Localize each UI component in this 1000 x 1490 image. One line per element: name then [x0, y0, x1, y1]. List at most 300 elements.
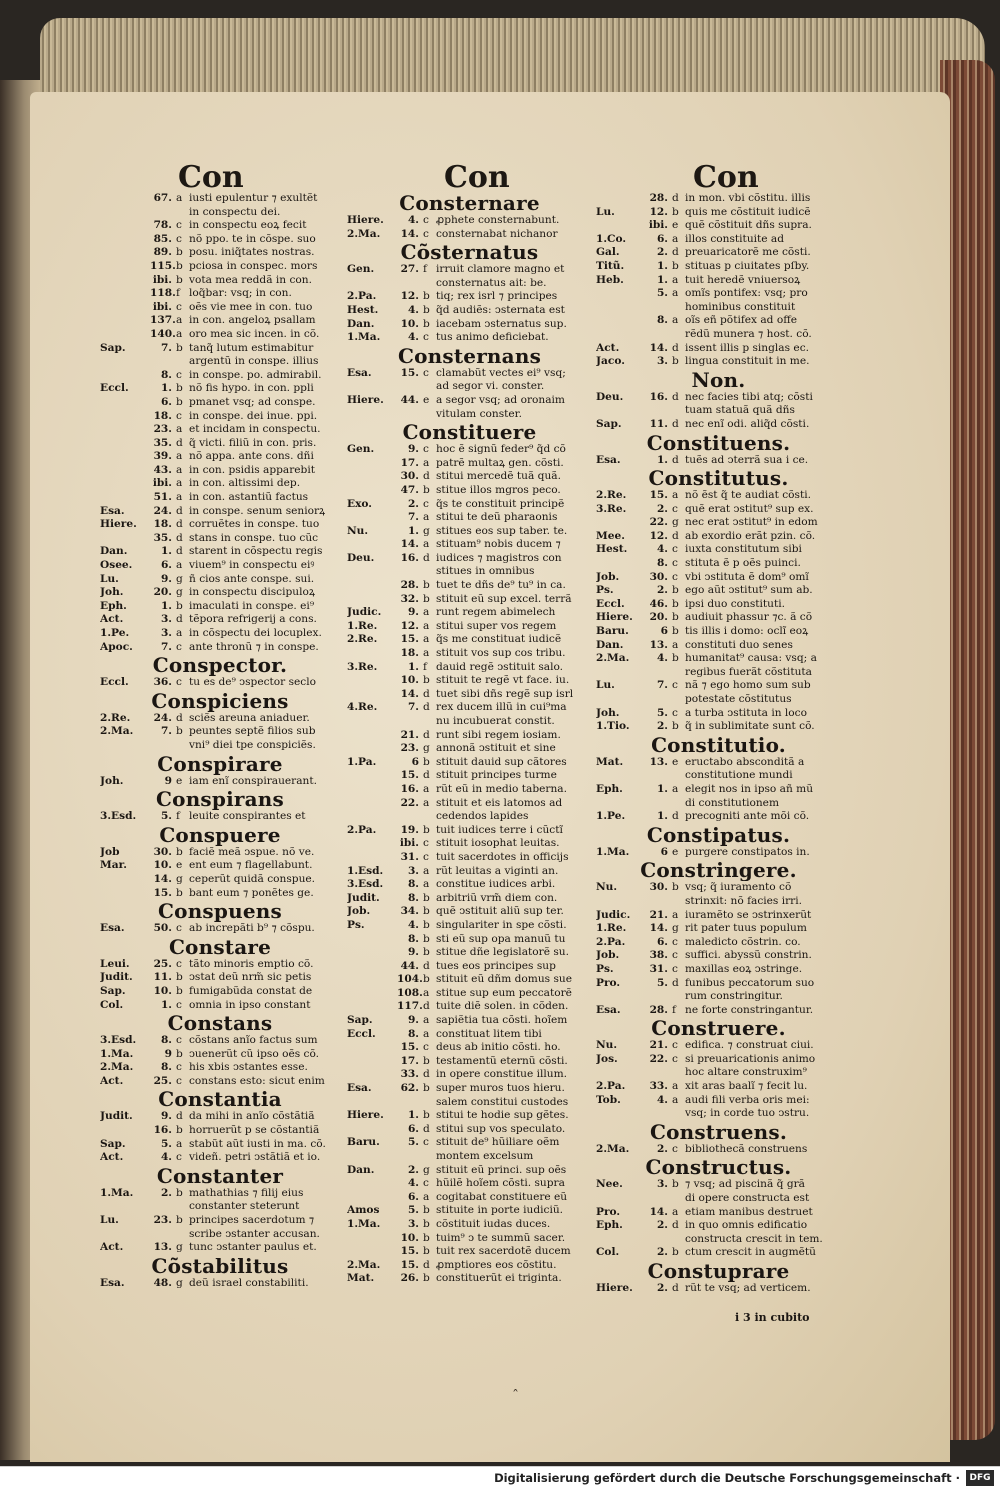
entry-heading: Constituens. — [646, 431, 791, 454]
chapter-number: 34. — [400, 905, 419, 918]
citation-line — [596, 516, 841, 530]
chapter-number: 2. — [656, 246, 668, 259]
section-letter: b — [672, 355, 679, 368]
section-letter: c — [672, 570, 678, 583]
citation-line — [100, 1200, 340, 1214]
chapter-number: 1. — [160, 998, 172, 1011]
section-letter: b — [672, 652, 679, 665]
book-reference: Hiere. — [596, 611, 633, 624]
citation-text: rẽdũ munera ⁊ host. cõ. — [685, 327, 812, 340]
citation-line — [347, 1109, 592, 1123]
chapter-number: 13. — [153, 1241, 172, 1254]
chapter-number: 6. — [160, 559, 172, 572]
book-reference: 2.Ma. — [596, 1142, 630, 1155]
section-letter: g — [176, 1276, 183, 1289]
section-letter: d — [176, 711, 183, 724]
citation-line — [100, 846, 340, 860]
citation-text: tus animo deficiebat. — [436, 331, 549, 344]
book-reference: Deu. — [596, 390, 624, 403]
citation-text: tiq; rex isrl ⁊ principes — [436, 290, 558, 303]
book-reference: Nee. — [596, 1178, 623, 1191]
chapter-number: 18. — [153, 518, 172, 531]
section-letter: a — [672, 232, 679, 245]
chapter-number: 10. — [400, 1231, 419, 1244]
section-letter: a — [176, 314, 183, 327]
section-letter: d — [672, 1282, 679, 1294]
book-reference: 1.Pa. — [347, 755, 377, 768]
chapter-number: 8. — [407, 932, 419, 945]
book-reference: 1.Co. — [596, 232, 627, 245]
citation-text: preuaricatorẽ me cõsti. — [685, 246, 811, 259]
citation-text: etiam manibus destruet — [685, 1205, 813, 1218]
citation-text: in quo omnis edificatio — [685, 1219, 808, 1232]
book-reference: Osee. — [100, 559, 133, 572]
citation-line — [100, 1061, 340, 1075]
chapter-number: 10. — [153, 984, 172, 997]
citation-line — [596, 246, 841, 260]
signature-catchword: i 3 in cubito — [735, 1311, 810, 1324]
citation-text: tuet te dñs de⁹ tu⁹ in ca. — [436, 579, 566, 592]
chapter-number: 1. — [407, 1109, 419, 1122]
citation-text: hoc altare construxim⁹ — [685, 1066, 807, 1079]
citation-line — [596, 557, 841, 571]
citation-line — [347, 620, 592, 634]
chapter-number: 18. — [400, 647, 419, 660]
citation-text: stituit et eis latomos ad — [436, 796, 563, 809]
chapter-number: 1. — [160, 545, 172, 558]
chapter-number: 6. — [656, 232, 668, 245]
book-reference: Ps. — [596, 584, 614, 597]
citation-text: in con. altissimi dep. — [189, 477, 301, 490]
citation-text: cõstituit iudas duces. — [436, 1217, 551, 1230]
chapter-number: 30. — [400, 470, 419, 483]
citation-line — [596, 797, 841, 811]
citation-line — [596, 342, 841, 356]
citation-line — [100, 1214, 340, 1228]
section-letter: d — [672, 810, 679, 823]
entry-heading: Construere. — [651, 1017, 786, 1040]
citation-text: argentũ in conspe. illius — [189, 355, 319, 368]
citation-line — [100, 1277, 340, 1291]
citation-line — [347, 331, 592, 345]
citation-line — [347, 606, 592, 620]
citation-line — [100, 287, 340, 301]
section-letter: c — [176, 957, 182, 970]
section-letter: b — [176, 845, 183, 858]
book-reference: 1.Re. — [596, 922, 627, 935]
citation-line — [100, 219, 340, 233]
citation-text: cedendos lapides — [436, 810, 529, 823]
section-letter: d — [423, 687, 430, 700]
chapter-number: 7. — [160, 725, 172, 738]
chapter-number: 3. — [160, 613, 172, 626]
book-reference: 2.Ma. — [100, 1061, 134, 1074]
chapter-number: 15. — [400, 633, 419, 646]
citation-text: elegit nos in ipso añ mũ — [685, 782, 814, 795]
section-letter: c — [423, 227, 429, 240]
chapter-number: 7. — [656, 679, 668, 692]
entry-heading: Constituere — [402, 421, 537, 444]
chapter-number: 16. — [153, 1124, 172, 1137]
chapter-number: 51. — [153, 491, 172, 504]
chapter-number: 4. — [407, 303, 419, 316]
book-reference: Act. — [100, 613, 124, 626]
chapter-number: 2. — [656, 1142, 668, 1155]
citation-text: humanitat⁹ causa: vsq; a — [685, 652, 817, 665]
citation-text: stituit eũ dñm domus sue — [436, 973, 573, 986]
chapter-number: 6. — [160, 395, 172, 408]
book-reference: Job. — [596, 949, 620, 962]
citation-text: in conspectu dei. — [189, 205, 281, 218]
footer-bar — [0, 1466, 1000, 1490]
book-reference: Eph. — [596, 782, 623, 795]
citation-text: clamabũt vectes ei⁹ vsq; — [436, 366, 566, 379]
citation-text: quẽ cõstituit dñs supra. — [685, 219, 812, 232]
book-reference: 2.Ma. — [596, 652, 630, 665]
section-letter: b — [176, 395, 183, 408]
citation-line — [100, 396, 340, 410]
book-reference: Ps. — [347, 918, 365, 931]
citation-text: runt regem abimelech — [436, 606, 556, 619]
book-reference: Joh. — [100, 586, 124, 599]
book-reference: 1.Esd. — [347, 864, 384, 877]
citation-text: loq̃bar: vsq; in con. — [189, 287, 292, 300]
citation-text: mathathias ⁊ filij eius — [189, 1186, 304, 1199]
book-reference: 3.Esd. — [100, 810, 137, 823]
chapter-number: 4. — [407, 214, 419, 226]
book-reference: Dan. — [347, 317, 375, 330]
citation-text: tunc ↄstanter paulus et. — [189, 1241, 317, 1254]
section-letter: a — [423, 619, 430, 632]
book-reference: Exo. — [347, 497, 372, 510]
citation-text: consternabat nichanor — [436, 227, 558, 240]
chapter-number: 1. — [656, 453, 668, 466]
section-letter: c — [423, 1177, 429, 1190]
citation-text: ꝓmptiores eos cõstitu. — [436, 1258, 557, 1271]
citation-line — [347, 837, 592, 851]
citation-text: ⁊ vsq; ad piscinã q̃ grã — [685, 1178, 805, 1191]
citation-line — [596, 810, 841, 824]
citation-text: dauid regẽ ↄstituit salo. — [436, 660, 564, 673]
book-reference: Job. — [347, 905, 371, 918]
citation-text: iacebam ↄsternatus sup. — [436, 317, 567, 330]
book-reference: Hest. — [596, 543, 628, 556]
section-letter: b — [176, 886, 183, 899]
citation-text: annonã ↄstituit et sine — [436, 742, 556, 755]
citation-line — [596, 1233, 841, 1247]
citation-line — [347, 1218, 592, 1232]
chapter-number: 78. — [153, 219, 172, 232]
section-letter: d — [423, 728, 430, 741]
citation-line — [596, 1004, 841, 1018]
citation-text: rũt leuitas a viginti an. — [436, 864, 559, 877]
section-letter: a — [672, 1205, 679, 1218]
book-reference: Judit. — [100, 1110, 133, 1123]
running-header-right: Con — [693, 160, 759, 195]
book-reference: 1.Tio. — [596, 720, 630, 733]
citation-text: hominibus constituit — [685, 300, 796, 313]
book-reference: Nu. — [596, 881, 618, 894]
entry-heading: Constitutio. — [651, 733, 786, 756]
section-letter: c — [423, 214, 429, 226]
citation-line — [100, 586, 340, 600]
section-letter: c — [176, 219, 182, 232]
citation-text: in cõspectu dei locuplex. — [189, 627, 322, 639]
citation-line — [596, 720, 841, 734]
section-letter: a — [672, 782, 679, 795]
chapter-number: 104. — [397, 973, 423, 986]
section-letter: g — [423, 742, 430, 755]
section-letter: d — [672, 192, 679, 204]
citation-text: stitues eos sup taber. te. — [436, 524, 568, 537]
section-letter: b — [176, 382, 183, 395]
citation-line — [100, 464, 340, 478]
citation-text: ante thronũ ⁊ in conspe. — [189, 640, 319, 653]
section-letter: a — [423, 1014, 430, 1027]
section-letter: d — [423, 769, 430, 782]
section-letter: d — [423, 551, 430, 564]
entry-heading: Cõstabilitus — [151, 1254, 289, 1277]
citation-text: ne forte constringantur. — [685, 1003, 814, 1016]
citation-line — [596, 1066, 841, 1080]
book-reference: Eccl. — [100, 676, 129, 689]
section-letter: d — [672, 453, 679, 466]
citation-text: q̃s me constituat iudicẽ — [436, 633, 562, 646]
citation-text: deus ab initio cõsti. ho. — [436, 1041, 561, 1054]
citation-text: oĩs eñ põtifex ad offe — [685, 314, 798, 327]
section-letter: b — [176, 246, 183, 259]
citation-line — [100, 192, 340, 206]
book-reference: 2.Pa. — [347, 823, 377, 836]
chapter-number: 11. — [649, 417, 668, 430]
citation-text: tuit heredẽ vniuersoꝝ — [685, 273, 801, 286]
section-letter: c — [176, 368, 182, 381]
citation-line — [100, 559, 340, 573]
citation-text: in opere constitue illum. — [436, 1068, 568, 1081]
citation-text: quis me cõstituit iudicẽ — [685, 205, 811, 218]
chapter-number: 9. — [160, 572, 172, 585]
section-letter: f — [423, 263, 427, 276]
section-letter: e — [176, 774, 183, 787]
citation-text: stituit de⁹ hũiliare oẽm — [436, 1136, 560, 1149]
entry-heading: Conspuere — [159, 823, 281, 846]
book-reference: 2.Re. — [596, 489, 627, 502]
citation-text: tuit iudices terre i cũctĩ — [436, 823, 563, 836]
citation-line — [347, 946, 592, 960]
citation-line — [347, 1177, 592, 1191]
chapter-number: 6. — [407, 1190, 419, 1203]
section-letter: a — [672, 287, 679, 300]
citation-line — [347, 756, 592, 770]
section-letter: d — [176, 545, 183, 558]
book-reference: Esa. — [100, 504, 125, 517]
citation-line — [100, 971, 340, 985]
section-letter: d — [672, 341, 679, 354]
chapter-number: 31. — [400, 850, 419, 863]
section-letter: a — [423, 511, 430, 524]
citation-text: maxillas eoꝝ ↄstringe. — [685, 962, 803, 975]
section-letter: g — [176, 872, 183, 885]
entry-heading: Constantia — [158, 1088, 282, 1111]
entry-heading: Constipatus. — [646, 823, 791, 846]
section-letter: a — [672, 638, 679, 651]
chapter-number: 2. — [656, 1219, 668, 1232]
citation-line — [596, 1053, 841, 1067]
citation-line — [347, 318, 592, 332]
book-reference: Lu. — [100, 1214, 119, 1227]
citation-line — [347, 661, 592, 675]
citation-line — [100, 1124, 340, 1138]
citation-text: nã ⁊ ego homo sum sub — [685, 679, 811, 692]
section-letter: g — [176, 586, 183, 599]
citation-line — [596, 192, 841, 206]
chapter-number: 9. — [407, 443, 419, 456]
section-letter: b — [423, 891, 430, 904]
citation-text: in conspe. po. admirabil. — [189, 368, 322, 381]
citation-text: potestate cõstitutus — [685, 693, 792, 705]
citation-text: in conspectu discipuloꝝ — [189, 586, 316, 599]
citation-text: iam enĩ conspirauerant. — [189, 774, 318, 787]
citation-line — [347, 1204, 592, 1218]
entry-heading: Constuprare — [647, 1260, 790, 1282]
chapter-number: 3. — [407, 864, 419, 877]
citation-text: consternatus ait: be. — [436, 276, 547, 289]
citation-line — [596, 274, 841, 288]
citation-line — [347, 701, 592, 715]
citation-line — [347, 1055, 592, 1069]
section-letter: c — [423, 443, 429, 456]
citation-text: nõ fis hypo. in con. ppli — [189, 382, 314, 395]
citation-line — [100, 1138, 340, 1152]
chapter-number: 8. — [656, 557, 668, 570]
section-letter: g — [176, 572, 183, 585]
chapter-number: 1. — [656, 782, 668, 795]
citation-line — [100, 477, 340, 491]
chapter-number: 117. — [397, 1000, 423, 1013]
section-letter: f — [672, 1003, 676, 1016]
book-reference: 2.Ma. — [347, 227, 381, 240]
book-reference: 1.Re. — [347, 619, 378, 632]
citation-text: ñ cios ante conspe. sui. — [189, 572, 315, 585]
chapter-number: 5. — [656, 976, 668, 989]
citation-line — [347, 593, 592, 607]
section-letter: c — [176, 1034, 182, 1047]
citation-text: precogniti ante mõi cõ. — [685, 810, 810, 823]
section-letter: c — [176, 409, 182, 422]
citation-text: leuite conspirantes et — [189, 810, 306, 823]
citation-text: ↄuenerũt cũ ipso oẽs cõ. — [189, 1047, 320, 1060]
book-reference: 1.Pe. — [596, 810, 626, 823]
chapter-number: 9. — [160, 1110, 172, 1123]
section-letter: d — [176, 1110, 183, 1123]
chapter-number: 8. — [160, 1034, 172, 1047]
page-ornament-mark: ˆ — [512, 1388, 519, 1404]
citation-line — [347, 1082, 592, 1096]
chapter-number: 32. — [400, 592, 419, 605]
citation-line — [596, 1219, 841, 1233]
chapter-number: 23. — [153, 423, 172, 436]
chapter-number: 46. — [649, 597, 668, 610]
citation-line — [100, 206, 340, 220]
citation-line — [100, 775, 340, 789]
citation-line — [347, 498, 592, 512]
citation-line — [347, 565, 592, 579]
book-reference: Titũ. — [596, 259, 625, 272]
book-reference: 2.Re. — [347, 633, 378, 646]
section-letter: e — [423, 393, 430, 406]
chapter-number: 16. — [400, 782, 419, 795]
citation-line — [347, 892, 592, 906]
citation-line — [347, 1041, 592, 1055]
section-letter: b — [423, 674, 430, 687]
citation-line — [347, 552, 592, 566]
citation-line — [100, 423, 340, 437]
book-reference: Eccl. — [100, 382, 129, 395]
citation-text: principes sacerdotum ⁊ — [189, 1214, 315, 1227]
citation-text: nec facies tibi atq; cõsti — [685, 390, 813, 403]
citation-line — [100, 627, 340, 641]
section-letter: f — [176, 287, 180, 300]
section-letter: a — [423, 456, 430, 469]
book-reference: Joh. — [100, 774, 124, 787]
chapter-number: 10. — [400, 317, 419, 330]
citation-text: omĩs pontifex: vsq; pro — [685, 287, 808, 300]
citation-text: stitui super vos regem — [436, 619, 557, 632]
book-reference: Hiere. — [100, 518, 137, 531]
citation-line — [100, 1034, 340, 1048]
chapter-number: 35. — [153, 531, 172, 544]
entry-heading: Conspector. — [152, 654, 288, 677]
entry-heading: Constructus. — [645, 1156, 792, 1179]
citation-line — [596, 1192, 841, 1206]
section-letter: a — [423, 1027, 430, 1040]
citation-text: videñ. petri ↄstãtiã et io. — [189, 1151, 321, 1164]
book-reference: Jos. — [596, 1052, 618, 1065]
citation-text: stitue sup eum peccatorẽ — [436, 986, 572, 999]
chapter-number: 4. — [656, 1093, 668, 1106]
section-letter: a — [423, 647, 430, 660]
book-reference: 1.Ma. — [100, 1047, 134, 1060]
section-letter: b — [672, 625, 679, 638]
book-reference: Esa. — [596, 453, 621, 466]
book-reference: Sap. — [100, 1137, 126, 1150]
section-letter: a — [672, 1093, 679, 1106]
citation-text: funibus peccatorum suo — [685, 976, 815, 989]
section-letter: b — [423, 1204, 430, 1217]
citation-text: q̃ victi. filiũ in con. pris. — [189, 436, 317, 449]
citation-line — [347, 1232, 592, 1246]
book-reference: Job — [100, 845, 120, 858]
citation-text: in con. astantiũ factus — [189, 491, 309, 504]
citation-line — [100, 985, 340, 999]
chapter-number: 15. — [400, 1258, 419, 1271]
section-letter: b — [176, 1124, 183, 1137]
chapter-number: 2. — [656, 1246, 668, 1259]
citation-text: starent in cõspectu regis — [189, 545, 323, 558]
book-reference: 1.Ma. — [347, 331, 381, 344]
citation-line — [100, 274, 340, 288]
section-letter: a — [672, 908, 679, 921]
chapter-number: 62. — [400, 1082, 419, 1095]
section-letter: b — [423, 1054, 430, 1067]
book-reference: Dan. — [100, 545, 128, 558]
citation-text: in conspe. dei inue. ppi. — [189, 409, 318, 422]
section-letter: a — [176, 1137, 183, 1150]
section-letter: b — [672, 259, 679, 272]
chapter-number: 25. — [153, 957, 172, 970]
citation-line — [596, 404, 841, 418]
citation-line — [596, 949, 841, 963]
